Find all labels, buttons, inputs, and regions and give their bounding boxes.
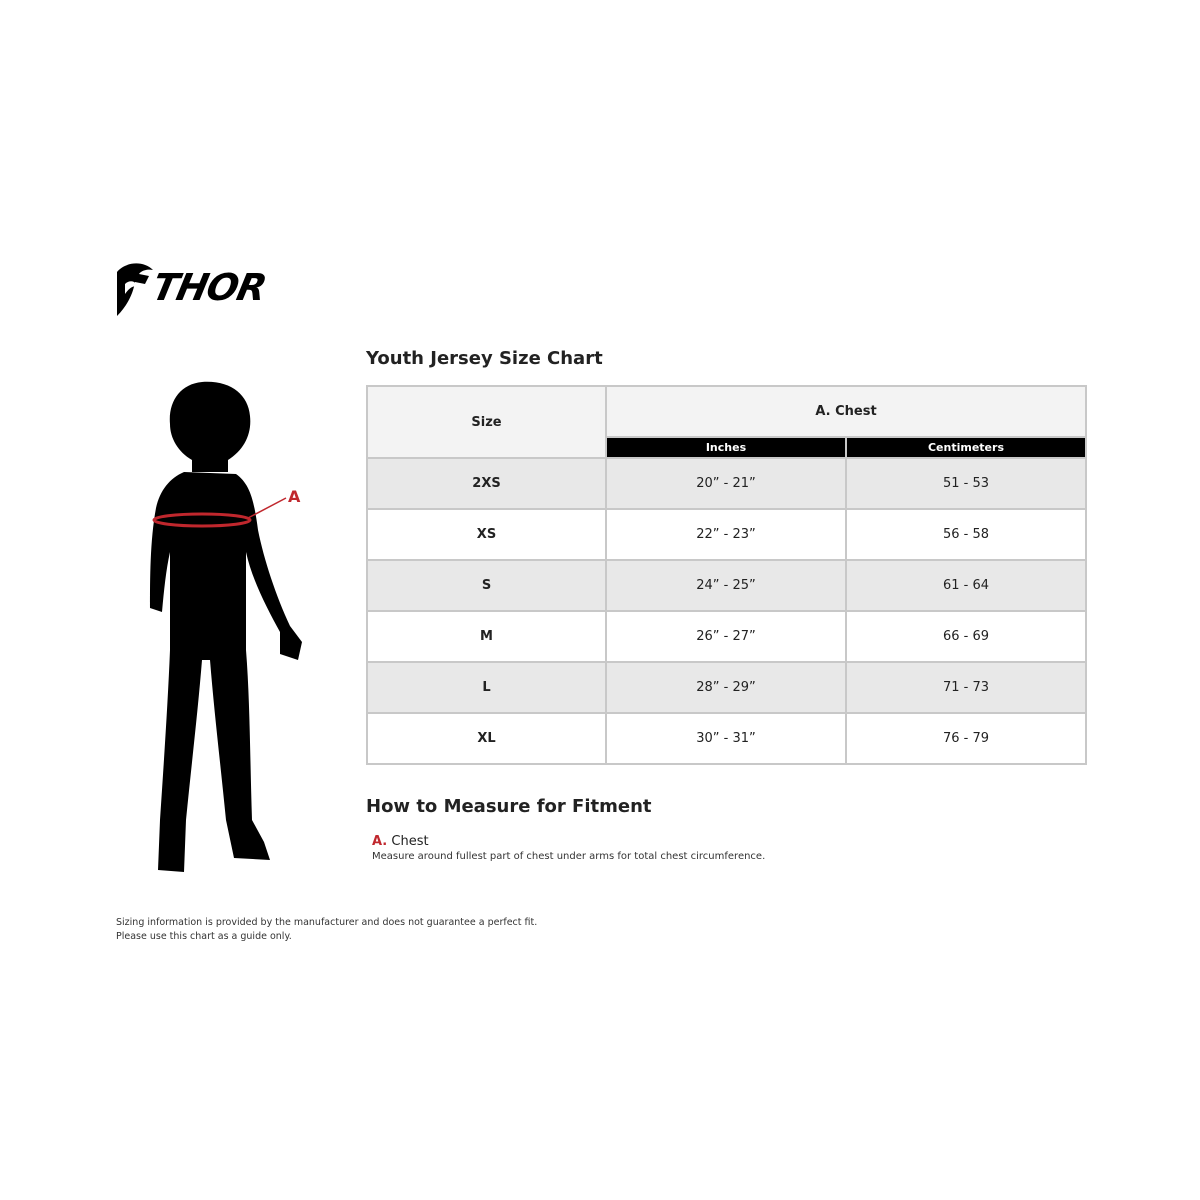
inches-cell: 20” - 21”: [606, 458, 846, 509]
disclaimer: [116, 916, 537, 944]
header-centimeters: Centimeters: [846, 437, 1086, 458]
measure-item-letter: A.: [372, 834, 388, 849]
header-chest: A. Chest: [606, 386, 1086, 437]
cm-cell: 61 - 64: [846, 560, 1086, 611]
measure-item-label: [372, 834, 429, 849]
thor-logo: [115, 260, 290, 318]
size-cell: L: [367, 662, 606, 713]
inches-cell: 22” - 23”: [606, 509, 846, 560]
inches-cell: 30” - 31”: [606, 713, 846, 764]
cm-cell: 66 - 69: [846, 611, 1086, 662]
disclaimer-line-2: Please use this chart as a guide only.: [116, 931, 292, 942]
disclaimer-line-1: Sizing information is provided by the manufacturer and does not guarantee a perfect fit.: [116, 917, 538, 928]
table-row: [367, 662, 1086, 713]
size-cell: S: [367, 560, 606, 611]
size-table: [366, 385, 1087, 765]
size-cell: XS: [367, 509, 606, 560]
table-row: [367, 611, 1086, 662]
chest-marker-label: A: [288, 487, 301, 506]
cm-cell: 56 - 58: [846, 509, 1086, 560]
table-row: [367, 713, 1086, 764]
size-cell: XL: [367, 713, 606, 764]
header-size: Size: [367, 386, 606, 458]
cm-cell: 51 - 53: [846, 458, 1086, 509]
measure-item-name: Chest: [391, 834, 429, 849]
cm-cell: 76 - 79: [846, 713, 1086, 764]
measure-title: How to Measure for Fitment: [366, 796, 652, 817]
child-silhouette-figure: [140, 380, 320, 880]
measure-item-description: Measure around fullest part of chest under arms for total chest circumference.: [372, 851, 766, 862]
cm-cell: 71 - 73: [846, 662, 1086, 713]
chart-title: Youth Jersey Size Chart: [366, 348, 603, 369]
header-inches: Inches: [606, 437, 846, 458]
size-cell: M: [367, 611, 606, 662]
table-row: [367, 560, 1086, 611]
inches-cell: 28” - 29”: [606, 662, 846, 713]
child-silhouette: [140, 380, 320, 880]
table-row: [367, 509, 1086, 560]
table-row: [367, 458, 1086, 509]
brand-name: THOR: [148, 266, 270, 309]
inches-cell: 24” - 25”: [606, 560, 846, 611]
size-cell: 2XS: [367, 458, 606, 509]
inches-cell: 26” - 27”: [606, 611, 846, 662]
